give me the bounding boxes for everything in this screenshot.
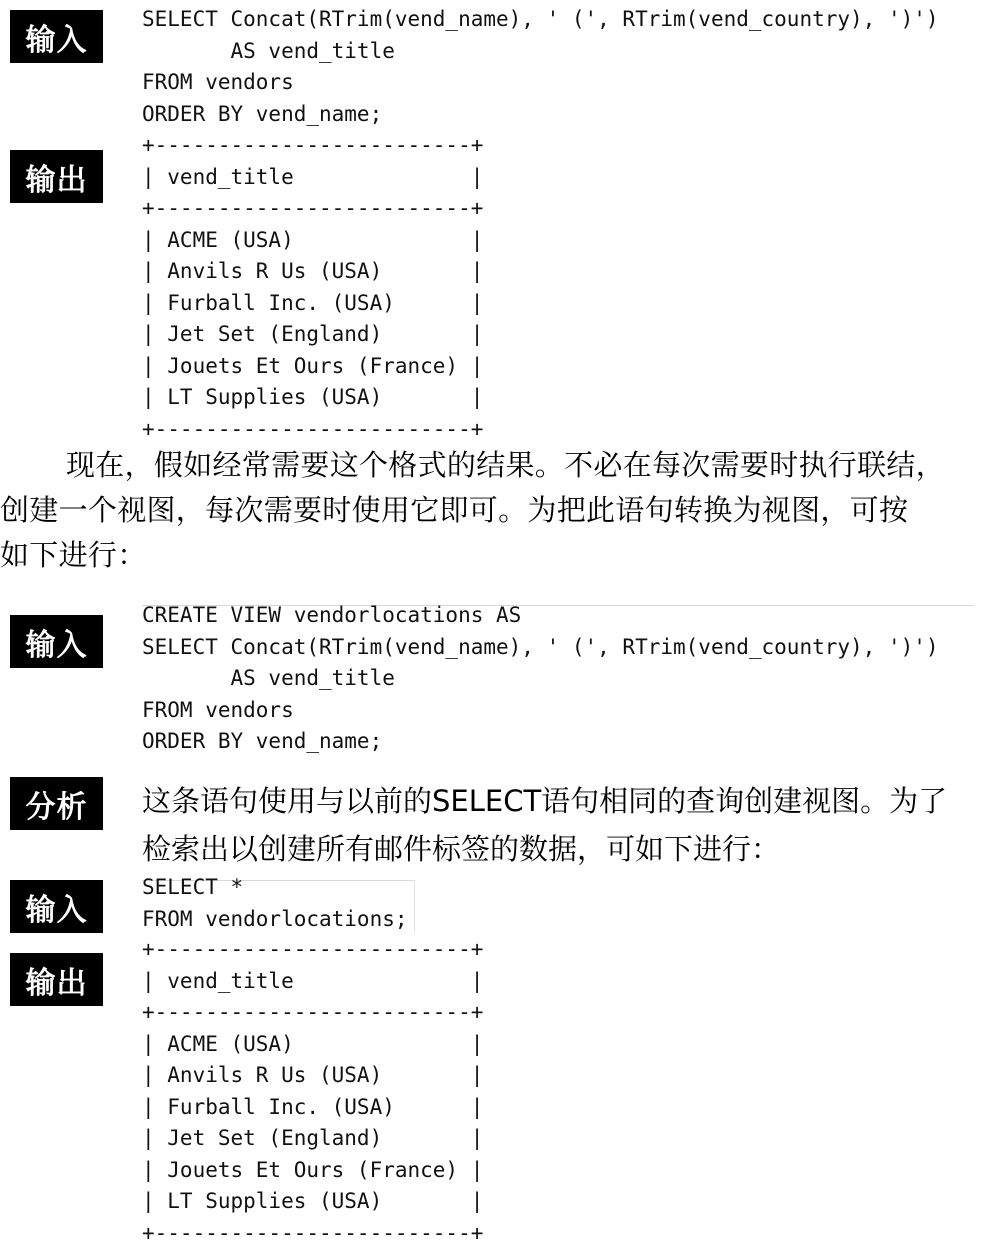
output-label: 输出	[10, 150, 103, 203]
table-row: | ACME (USA) |	[142, 225, 483, 257]
output-label: 输出	[10, 953, 103, 1006]
paragraph-line: 创建一个视图，每次需要时使用它即可。为把此语句转换为视图，可按	[0, 488, 1002, 533]
code-line: SELECT *	[142, 872, 408, 904]
table-header: | vend_title |	[142, 966, 483, 998]
body-paragraph	[0, 443, 1002, 578]
table-row: | Furball Inc. (USA) |	[142, 288, 483, 320]
table-border: +-------------------------+	[142, 130, 483, 162]
query-result-table	[142, 934, 483, 1249]
code-line: SELECT Concat(RTrim(vend_name), ' (', RTrim(vend_country), ')')	[142, 4, 939, 36]
code-line: CREATE VIEW vendorlocations AS	[142, 600, 939, 632]
table-header: | vend_title |	[142, 162, 483, 194]
query-result-table	[142, 130, 483, 445]
code-line: FROM vendors	[142, 695, 939, 727]
sql-input-block	[142, 4, 939, 130]
table-row: | Furball Inc. (USA) |	[142, 1092, 483, 1124]
table-row: | Anvils R Us (USA) |	[142, 256, 483, 288]
table-row: | Jet Set (England) |	[142, 1123, 483, 1155]
code-line: ORDER BY vend_name;	[142, 726, 939, 758]
analysis-line: 这条语句使用与以前的SELECT语句相同的查询创建视图。为了	[142, 777, 947, 825]
table-border: +-------------------------+	[142, 1218, 483, 1249]
table-border: +-------------------------+	[142, 997, 483, 1029]
code-line: AS vend_title	[142, 36, 939, 68]
table-border: +-------------------------+	[142, 414, 483, 446]
table-row: | Jet Set (England) |	[142, 319, 483, 351]
table-row: | Jouets Et Ours (France) |	[142, 1155, 483, 1187]
sql-input-block	[142, 600, 939, 758]
analysis-text	[142, 777, 947, 873]
table-row: | LT Supplies (USA) |	[142, 382, 483, 414]
sql-input-block	[142, 872, 408, 935]
code-line: ORDER BY vend_name;	[142, 99, 939, 131]
code-line: SELECT Concat(RTrim(vend_name), ' (', RTrim(vend_country), ')')	[142, 632, 939, 664]
table-row: | ACME (USA) |	[142, 1029, 483, 1061]
table-row: | LT Supplies (USA) |	[142, 1186, 483, 1218]
code-line: AS vend_title	[142, 663, 939, 695]
code-line: FROM vendors	[142, 67, 939, 99]
code-line: FROM vendorlocations;	[142, 904, 408, 936]
analysis-label: 分析	[10, 777, 103, 830]
analysis-line: 检索出以创建所有邮件标签的数据，可如下进行：	[142, 825, 947, 873]
input-label: 输入	[10, 880, 103, 933]
input-label: 输入	[10, 10, 103, 63]
table-row: | Anvils R Us (USA) |	[142, 1060, 483, 1092]
paragraph-line: 现在，假如经常需要这个格式的结果。不必在每次需要时执行联结，	[0, 443, 1002, 488]
input-label: 输入	[10, 615, 103, 668]
paragraph-line: 如下进行：	[0, 533, 1002, 578]
table-border: +-------------------------+	[142, 934, 483, 966]
table-border: +-------------------------+	[142, 193, 483, 225]
table-row: | Jouets Et Ours (France) |	[142, 351, 483, 383]
